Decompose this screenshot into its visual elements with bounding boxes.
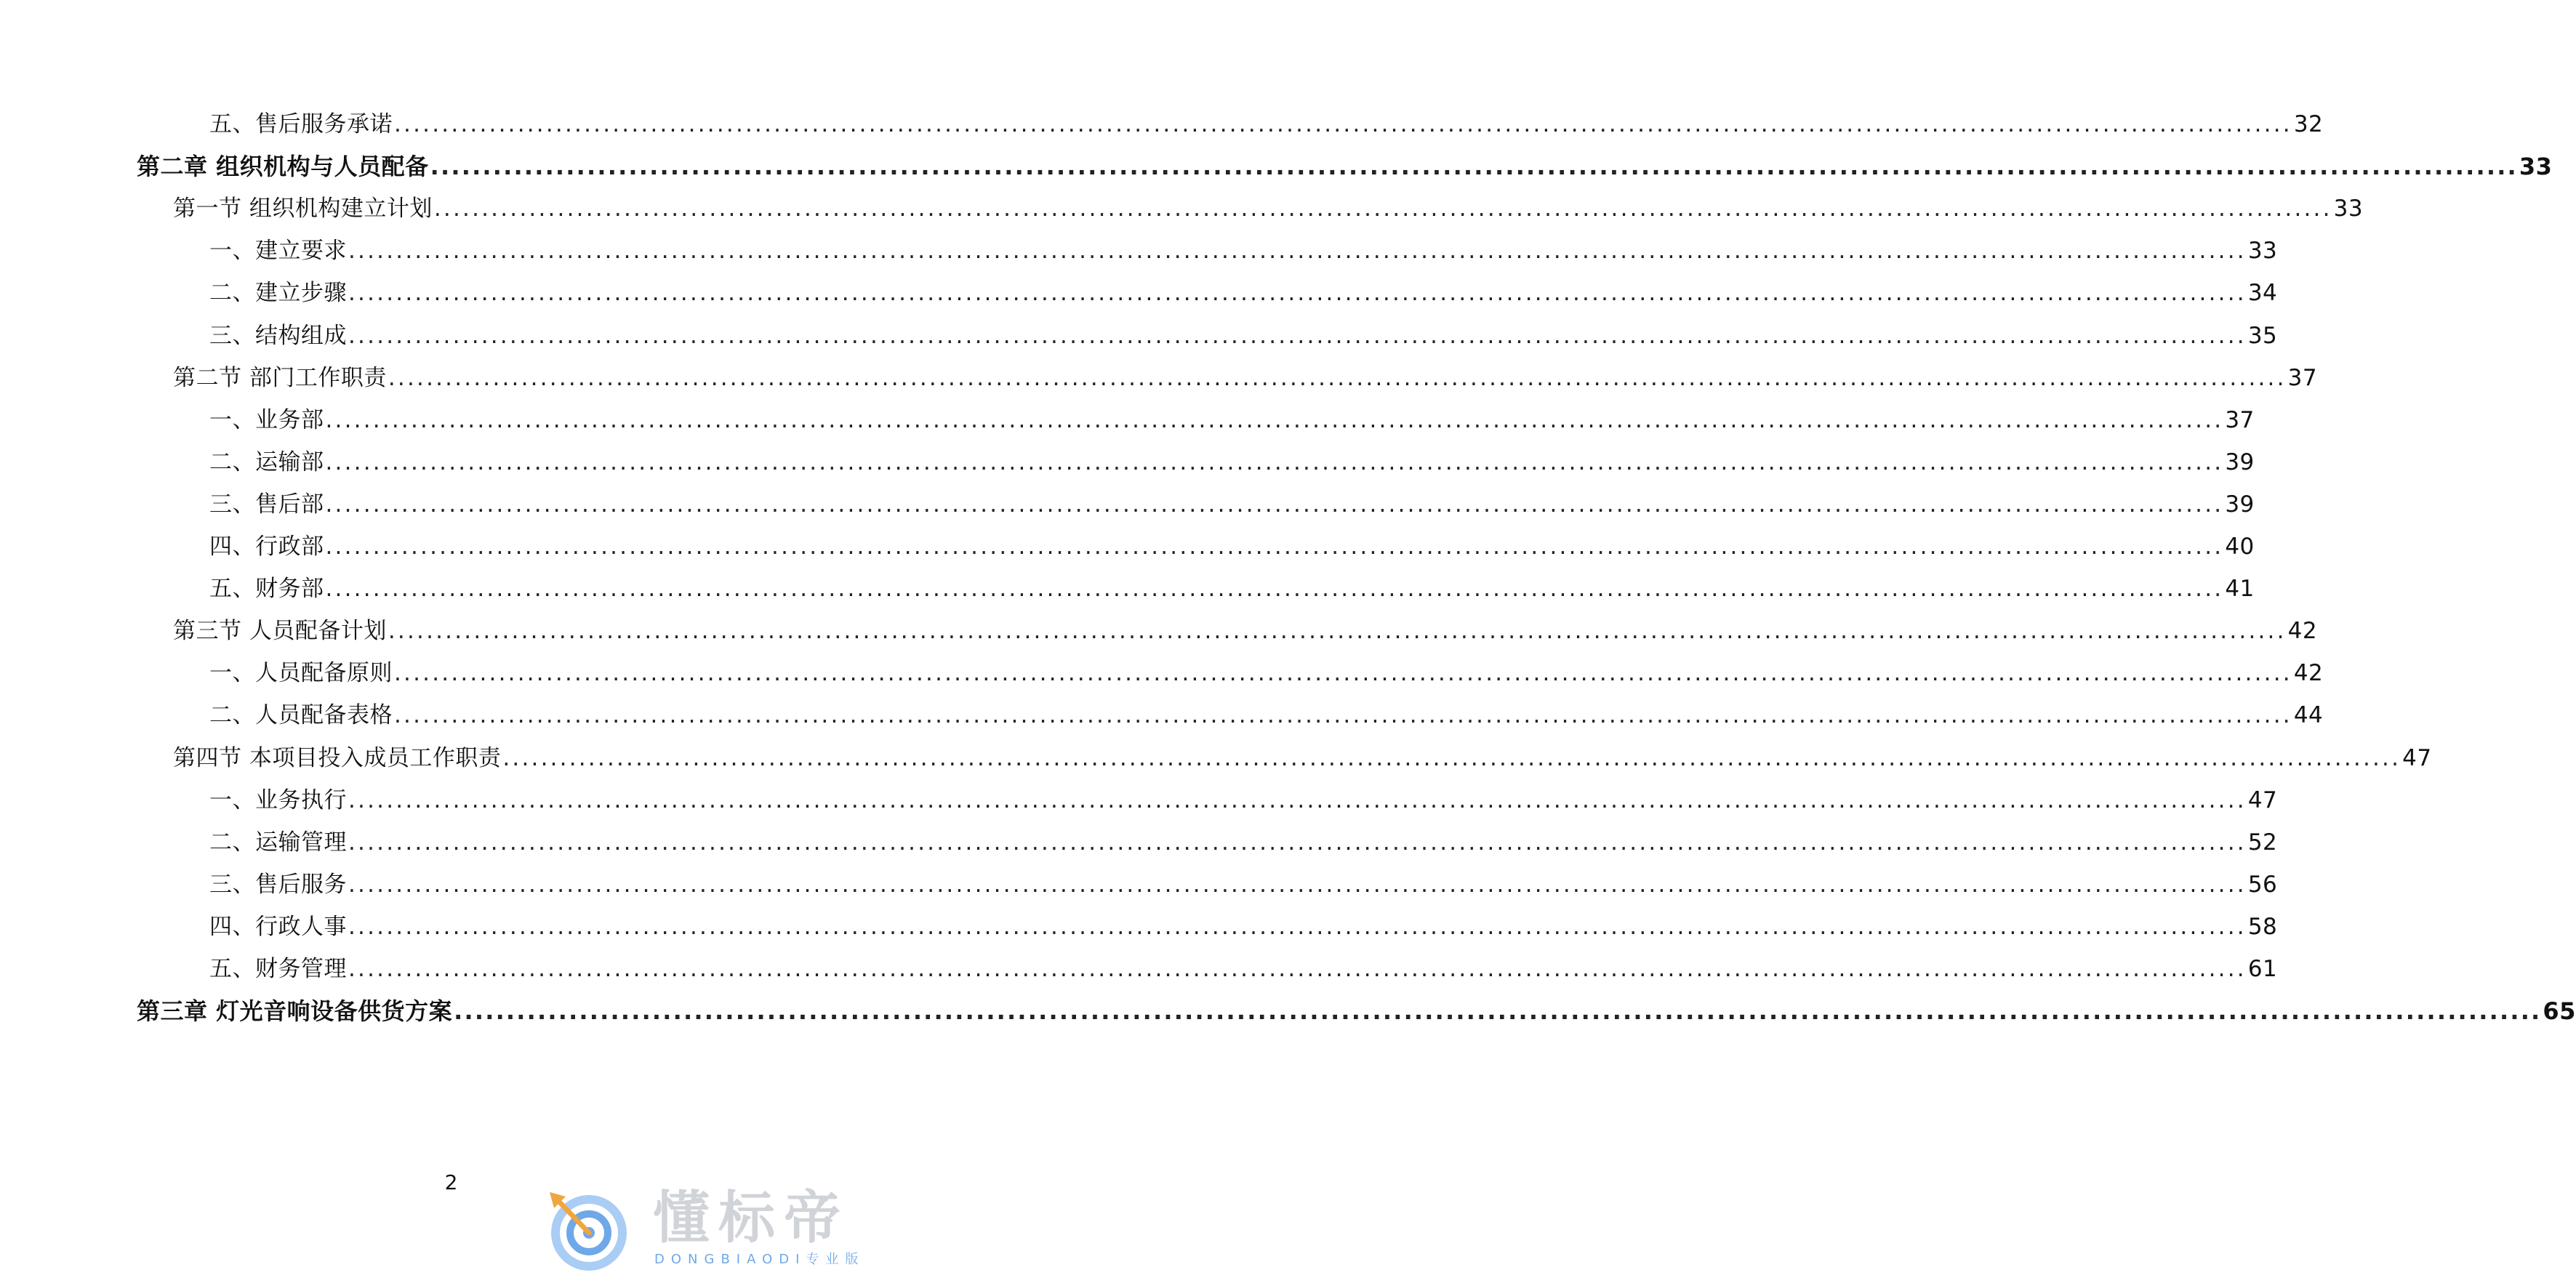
toc-entry-page: 34	[2247, 280, 2278, 307]
toc-entry-title: 三、售后服务	[209, 871, 347, 898]
toc-entry-item[interactable]	[209, 864, 2278, 899]
toc-entry-page: 32	[2293, 111, 2324, 137]
toc-entry-item[interactable]	[209, 822, 2278, 857]
page-number: 2	[444, 1170, 458, 1194]
toc-leader-dots: ........................................................................................................................................................................................................	[325, 449, 2224, 475]
toc-leader-dots: ........................................................................................................................................................................................................	[348, 238, 2247, 265]
toc-leader-dots: ........................................................................................................................................................................................................	[430, 153, 2518, 181]
toc-entry-section[interactable]	[173, 738, 2432, 773]
toc-entry-page: 42	[2287, 618, 2318, 645]
toc-entry-page: 39	[2225, 449, 2255, 475]
watermark	[544, 1186, 893, 1271]
toc-leader-dots: ........................................................................................................................................................................................................	[348, 322, 2247, 349]
toc-entry-page: 33	[2333, 196, 2364, 222]
toc-entry-page: 47	[2247, 787, 2278, 813]
toc-entry-item[interactable]	[209, 442, 2255, 477]
toc-entry-item[interactable]	[209, 526, 2255, 561]
watermark-subtext: DONGBIAODI专业版	[654, 1252, 865, 1267]
toc-entry-title: 第三章 灯光音响设备供货方案	[137, 997, 453, 1026]
toc-entry-page: 35	[2247, 322, 2278, 349]
toc-entry-page: 61	[2247, 956, 2278, 982]
toc-entry-chapter[interactable]	[137, 991, 2576, 1026]
toc-entry-page: 47	[2402, 744, 2432, 771]
toc-entry-title: 二、运输部	[209, 449, 324, 475]
toc-entry-item[interactable]	[209, 230, 2278, 265]
toc-leader-dots: ........................................................................................................................................................................................................	[394, 660, 2292, 687]
toc-entry-title: 三、结构组成	[209, 322, 347, 349]
toc-entry-page: 42	[2293, 660, 2324, 687]
toc-entry-title: 二、人员配备表格	[209, 702, 393, 729]
toc-entry-page: 65	[2543, 997, 2576, 1026]
toc-entry-page: 39	[2225, 491, 2255, 518]
toc-entry-section[interactable]	[173, 188, 2364, 223]
toc-entry-title: 四、行政部	[209, 534, 324, 560]
toc-leader-dots: ........................................................................................................................................................................................................	[433, 196, 2332, 222]
toc-entry-title: 一、业务执行	[209, 787, 347, 813]
toc-leader-dots: ........................................................................................................................................................................................................	[325, 534, 2224, 560]
toc-leader-dots: ........................................................................................................................................................................................................	[348, 956, 2247, 982]
toc-leader-dots: ........................................................................................................................................................................................................	[388, 618, 2287, 645]
toc-entry-item[interactable]	[209, 568, 2255, 603]
toc-entry-title: 第四节 本项目投入成员工作职责	[173, 744, 502, 771]
toc-entry-page: 33	[2247, 238, 2278, 265]
toc-leader-dots: ........................................................................................................................................................................................................	[454, 997, 2542, 1026]
toc-entry-item[interactable]	[209, 104, 2324, 139]
toc-entry-chapter[interactable]	[137, 146, 2553, 181]
target-arrow-icon	[544, 1186, 638, 1271]
toc-entry-page: 41	[2225, 576, 2255, 603]
toc-leader-dots: ........................................................................................................................................................................................................	[348, 280, 2247, 307]
toc-entry-title: 一、业务部	[209, 406, 324, 433]
toc-entry-section[interactable]	[173, 611, 2318, 645]
toc-entry-page: 56	[2247, 871, 2278, 898]
toc-leader-dots: ........................................................................................................................................................................................................	[348, 829, 2247, 856]
toc-leader-dots: ........................................................................................................................................................................................................	[394, 111, 2292, 137]
toc-entry-item[interactable]	[209, 400, 2255, 435]
toc-entry-item[interactable]	[209, 780, 2278, 815]
toc-entry-item[interactable]	[209, 906, 2278, 941]
toc-entry-item[interactable]	[209, 273, 2278, 307]
watermark-text: 懂标帝	[653, 1186, 850, 1251]
toc-entry-item[interactable]	[209, 949, 2278, 984]
toc-entry-title: 二、建立步骤	[209, 280, 347, 307]
toc-entry-title: 三、售后部	[209, 491, 324, 518]
toc-entry-title: 五、财务部	[209, 576, 324, 603]
toc-leader-dots: ........................................................................................................................................................................................................	[388, 364, 2287, 391]
toc-leader-dots: ........................................................................................................................................................................................................	[502, 744, 2402, 771]
toc-entry-page: 37	[2287, 364, 2318, 391]
toc-entry-title: 五、财务管理	[209, 956, 347, 982]
toc-entry-page: 33	[2519, 153, 2553, 181]
toc-entry-page: 37	[2225, 406, 2255, 433]
toc-entry-section[interactable]	[173, 358, 2318, 393]
toc-leader-dots: ........................................................................................................................................................................................................	[348, 787, 2247, 813]
toc-entry-page: 44	[2293, 702, 2324, 729]
toc-leader-dots: ........................................................................................................................................................................................................	[325, 406, 2224, 433]
toc-leader-dots: ........................................................................................................................................................................................................	[348, 871, 2247, 898]
toc-entry-title: 二、运输管理	[209, 829, 347, 856]
toc-leader-dots: ........................................................................................................................................................................................................	[348, 913, 2247, 940]
toc-leader-dots: ........................................................................................................................................................................................................	[325, 576, 2224, 603]
toc-entry-title: 第一节 组织机构建立计划	[173, 196, 433, 222]
toc-leader-dots: ........................................................................................................................................................................................................	[394, 702, 2292, 729]
toc-entry-page: 58	[2247, 913, 2278, 940]
toc-entry-title: 一、建立要求	[209, 238, 347, 265]
toc-entry-title: 第三节 人员配备计划	[173, 618, 387, 645]
toc-entry-title: 第二节 部门工作职责	[173, 364, 387, 391]
toc-entry-page: 40	[2225, 534, 2255, 560]
toc-entry-title: 一、人员配备原则	[209, 660, 393, 687]
toc-entry-item[interactable]	[209, 484, 2255, 519]
toc-entry-title: 五、售后服务承诺	[209, 111, 393, 137]
toc-leader-dots: ........................................................................................................................................................................................................	[325, 491, 2224, 518]
toc-entry-title: 第二章 组织机构与人员配备	[137, 153, 429, 181]
toc-entry-item[interactable]	[209, 653, 2324, 688]
toc-entry-page: 52	[2247, 829, 2278, 856]
toc-entry-item[interactable]	[209, 315, 2278, 350]
toc-entry-title: 四、行政人事	[209, 913, 347, 940]
toc-entry-item[interactable]	[209, 695, 2324, 730]
